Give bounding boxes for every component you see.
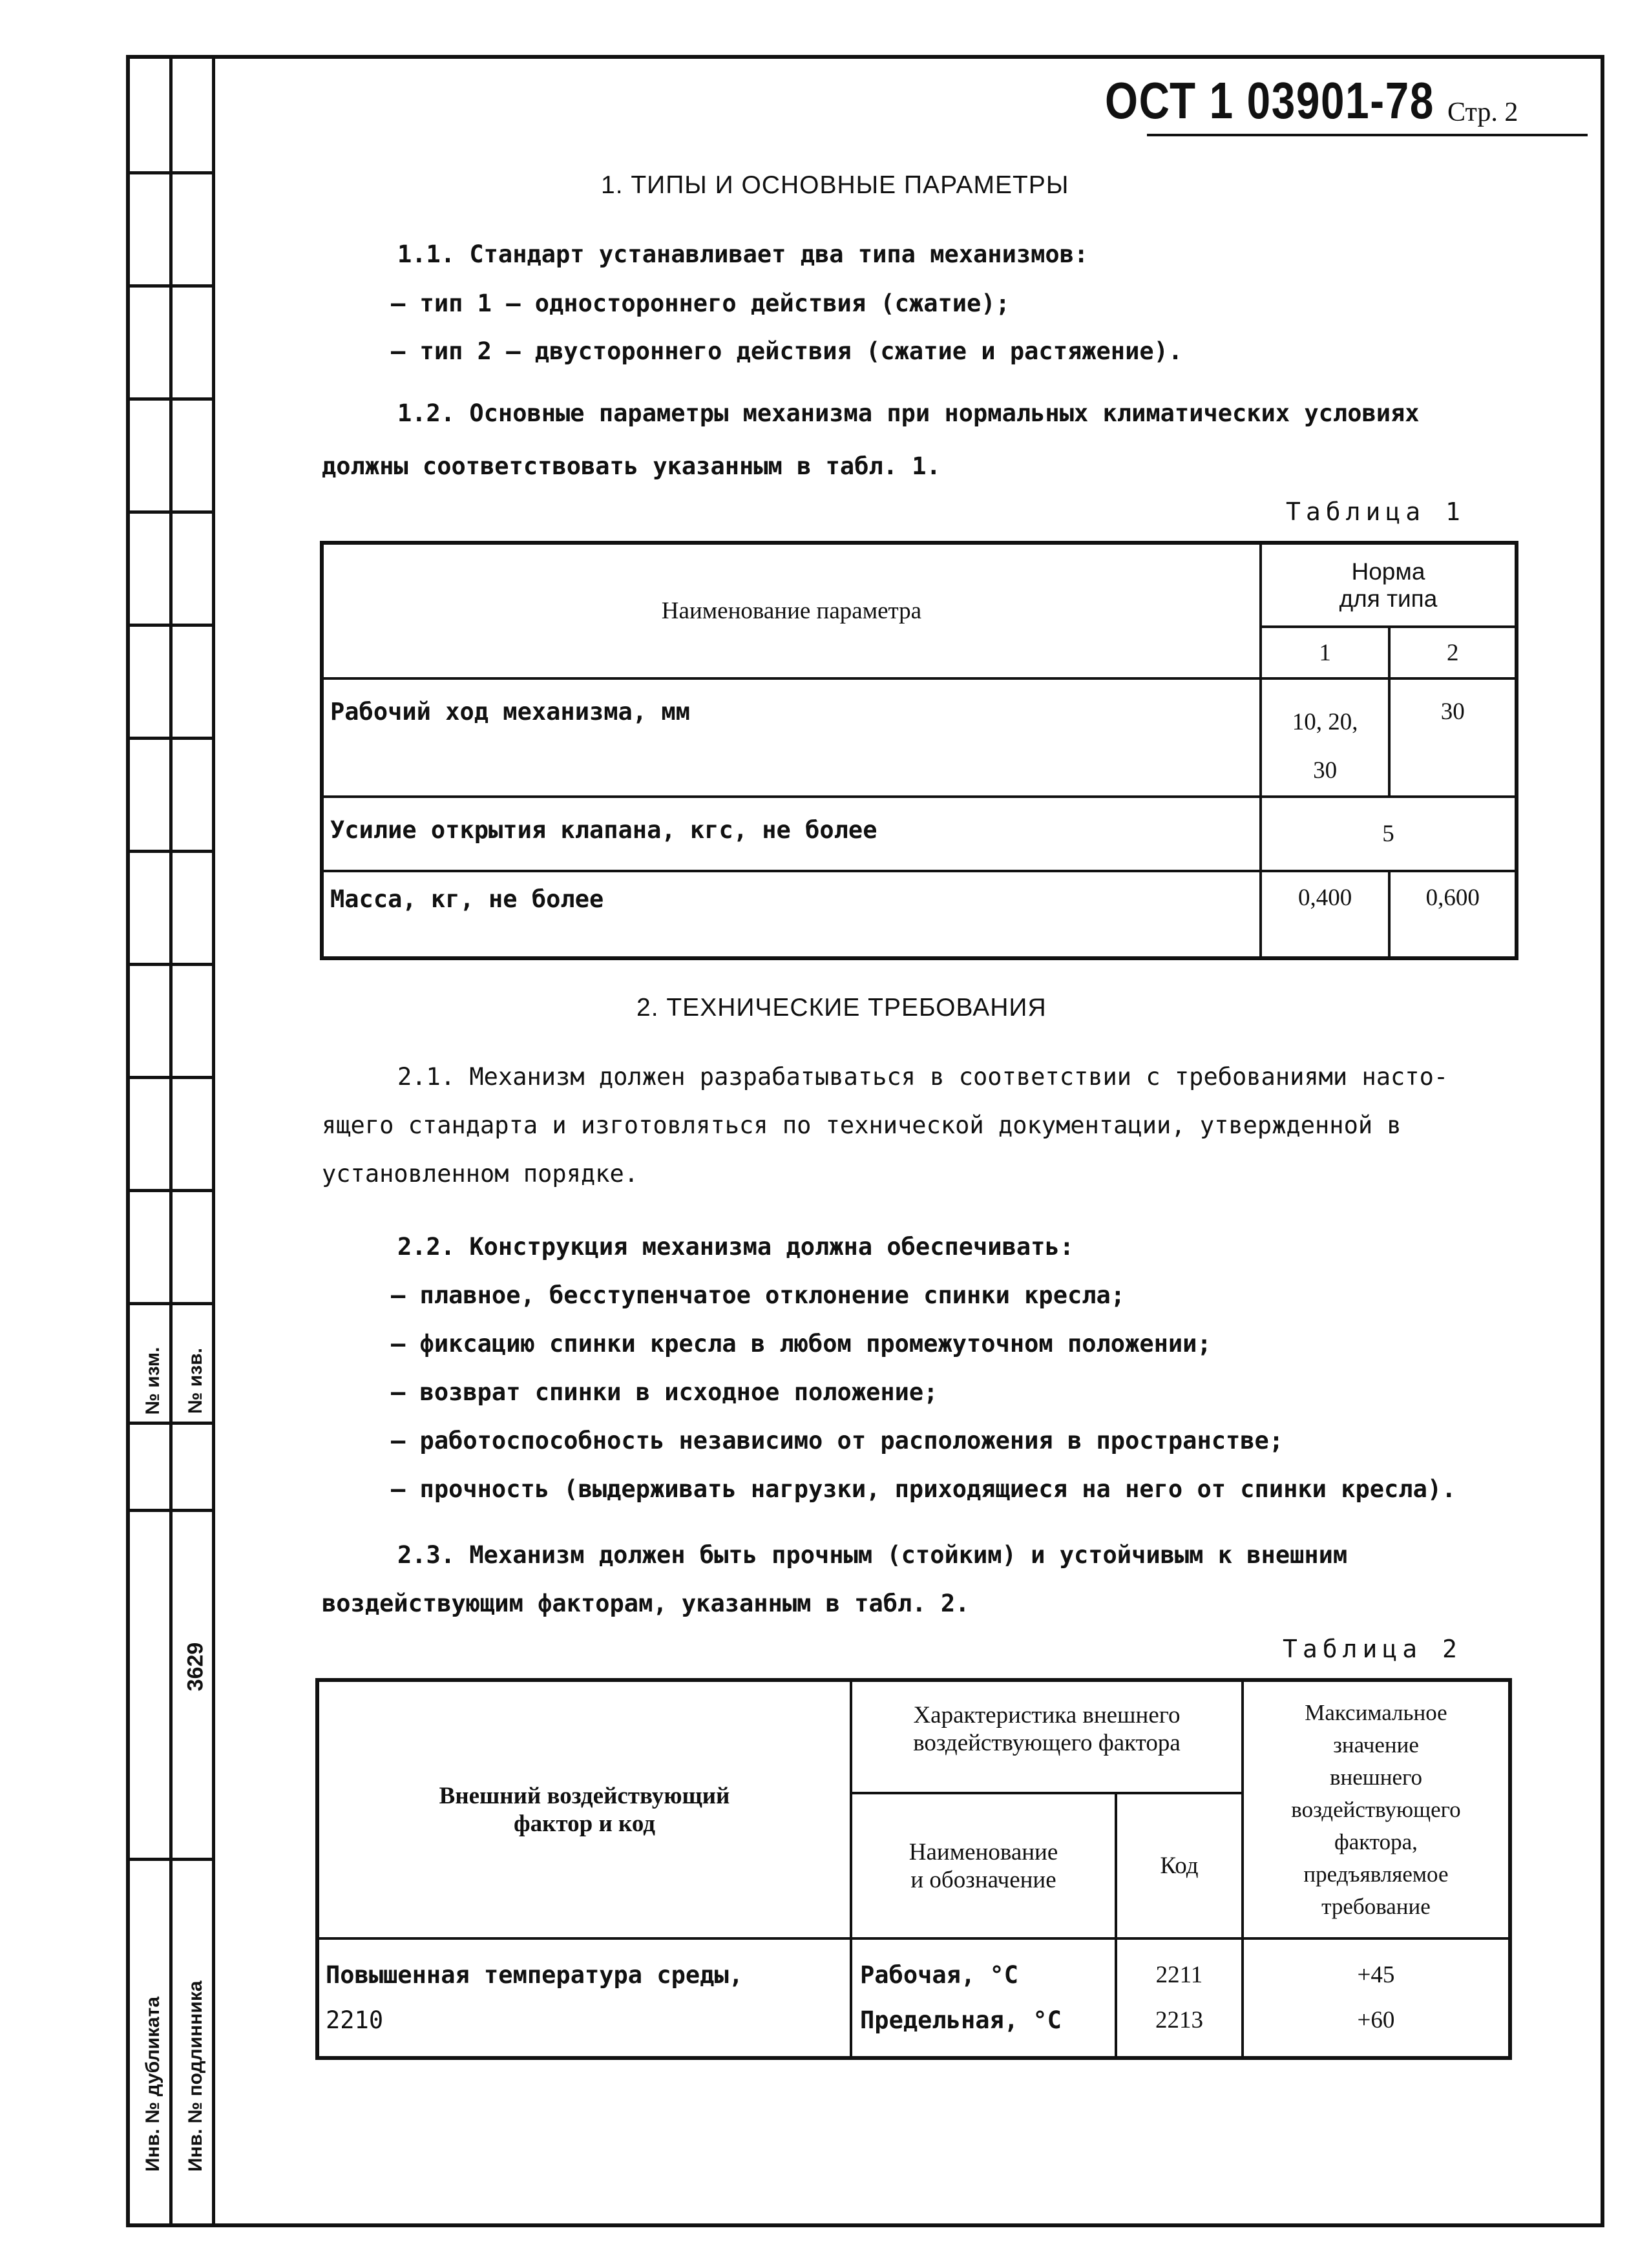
table-cell: Усилие открытия клапана, кгс, не более (322, 797, 1261, 871)
table-1-label: Таблица 1 (1286, 498, 1465, 526)
table-cell: Рабочая, °С Предельная, °С (851, 1938, 1116, 2058)
sidebar-cell-line (126, 850, 215, 853)
list-item: – возврат спинки в исходное положение; (391, 1378, 938, 1406)
sidebar-cell-line (126, 1189, 215, 1192)
table-header-type-1: 1 (1261, 627, 1390, 678)
table-cell: 30 (1389, 678, 1517, 797)
table-cell: 2211 2213 (1116, 1938, 1243, 2058)
section-2-title: 2. ТЕХНИЧЕСКИЕ ТРЕБОВАНИЯ (636, 994, 1047, 1022)
list-item: – тип 1 – одностороннего действия (сжатие); (391, 289, 1010, 317)
paragraph-2-1-cont: ящего стандарта и изготовляться по технической документации, утвержденной в (322, 1111, 1402, 1139)
table-cell: Повышенная температура среды, 2210 (317, 1938, 851, 2058)
table-header-name: Наименование и обозначение (851, 1793, 1116, 1938)
table-header-norm: Норма для типа (1261, 543, 1517, 627)
paragraph-1-2: 1.2. Основные параметры механизма при нормальных климатических условиях (397, 399, 1420, 427)
table-cell: 0,600 (1389, 871, 1517, 958)
paragraph-2-1: 2.1. Механизм должен разрабатываться в соответствии с требованиями насто- (397, 1063, 1449, 1091)
paragraph-1-1: 1.1. Стандарт устанавливает два типа механизмов: (397, 240, 1089, 268)
page-number: Стр. 2 (1447, 98, 1518, 127)
sidebar-cell-line (126, 1302, 215, 1305)
sidebar-cell-line (126, 397, 215, 401)
sidebar-divider (212, 55, 215, 2227)
sidebar-original-label: Инв. № подлинника (185, 1980, 206, 2172)
table-cell: Масса, кг, не более (322, 871, 1261, 958)
table-cell: 0,400 (1261, 871, 1390, 958)
paragraph-1-2-cont: должны соответствовать указанным в табл. 1. (322, 452, 941, 480)
list-item: – фиксацию спинки кресла в любом промежуточном положении; (391, 1330, 1212, 1358)
table-header-type-2: 2 (1389, 627, 1517, 678)
list-item: – работоспособность независимо от расположения в пространстве; (391, 1427, 1284, 1454)
sidebar-izm-label: № изм. (142, 1347, 163, 1415)
sidebar-cell-line (126, 1858, 215, 1861)
table-header-param: Наименование параметра (322, 543, 1261, 678)
sidebar-divider (169, 55, 173, 2227)
sidebar-duplicate-label: Инв. № дубликата (142, 1996, 163, 2172)
table-2 (315, 1678, 1512, 2060)
sidebar-cell-line (126, 1509, 215, 1512)
paragraph-2-1-cont: установленном порядке. (322, 1160, 639, 1188)
table-header-char: Характеристика внешнего воздействующего фактора (851, 1680, 1243, 1793)
header-underline (1147, 134, 1588, 136)
section-1-title: 1. ТИПЫ И ОСНОВНЫЕ ПАРАМЕТРЫ (601, 171, 1069, 199)
sidebar-cell-line (126, 171, 215, 174)
list-item: – плавное, бесступенчатое отклонение спинки кресла; (391, 1281, 1126, 1309)
paragraph-2-2: 2.2. Конструкция механизма должна обеспечивать: (397, 1233, 1074, 1261)
table-cell: 5 (1261, 797, 1517, 871)
sidebar-izv-label: № изв. (185, 1348, 206, 1414)
sidebar-cell-line (126, 284, 215, 288)
table-1 (320, 541, 1518, 960)
list-item: – прочность (выдерживать нагрузки, приходящиеся на него от спинки кресла). (391, 1475, 1456, 1503)
list-item: – тип 2 – двустороннего действия (сжатие и растяжение). (391, 337, 1183, 365)
sidebar-number: 3629 (183, 1642, 208, 1692)
paragraph-2-3-cont: воздействующим факторам, указанным в табл. 2. (322, 1590, 970, 1617)
table-cell: +45 +60 (1243, 1938, 1510, 2058)
sidebar-cell-line (126, 963, 215, 966)
table-header-factor: Внешний воздействующий фактор и код (317, 1680, 851, 1938)
table-cell: Рабочий ход механизма, мм (322, 678, 1261, 797)
sidebar-cell-line (126, 624, 215, 627)
table-2-label: Таблица 2 (1283, 1635, 1462, 1663)
table-header-code: Код (1116, 1793, 1243, 1938)
sidebar-cell-line (126, 737, 215, 740)
table-cell: 10, 20, 30 (1261, 678, 1390, 797)
sidebar-cell-line (126, 510, 215, 514)
paragraph-2-3: 2.3. Механизм должен быть прочным (стойким) и устойчивым к внешним (397, 1541, 1348, 1569)
table-header-max: Максимальное значение внешнего воздействующего фактора, предъявляемое требование (1243, 1680, 1510, 1938)
standard-code: ОСТ 1 03901-78 (1105, 72, 1434, 129)
sidebar-cell-line (126, 1076, 215, 1079)
